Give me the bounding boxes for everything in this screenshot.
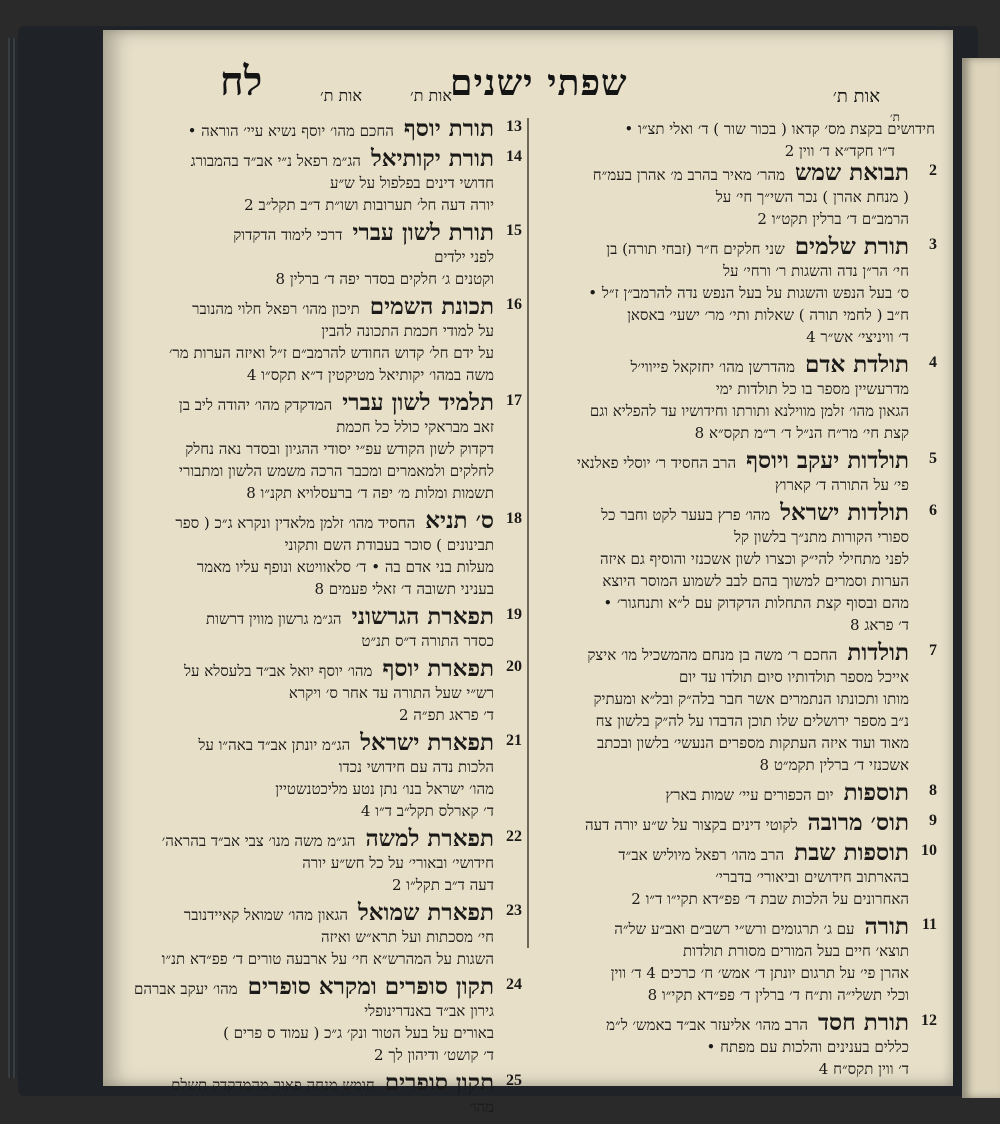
- entry-number: 8: [929, 782, 937, 799]
- entry-title: תכונת השמים: [369, 293, 494, 320]
- entry-text: תיכון מהו׳ רפאל חלוי מהנובר: [192, 300, 360, 318]
- entry-text-line: הלכות נדה עם חידושי נכדו: [338, 758, 494, 776]
- entry-text: חומש מנחה פאור מהמדקדק תשלם: [171, 1076, 375, 1094]
- entry-text: החסיד מהו׳ זלמן מלאדין ונקרא ג״כ ( ספר: [175, 514, 416, 532]
- entry-text-line: מאוד ועוד איזה העתקות מספרים הנעשי׳ בלשון ובכתב: [597, 734, 909, 752]
- catalog-entry: [118, 899, 522, 970]
- header-letter-left-2: אות ת׳: [320, 86, 362, 105]
- catalog-entry: [535, 1009, 937, 1080]
- catalog-entry: [535, 779, 937, 806]
- catalog-entry: [118, 219, 522, 290]
- entry-title: תקון סופרים: [384, 1069, 494, 1096]
- entry-number: 15: [506, 222, 522, 239]
- entry-title: ס׳ תניא: [425, 507, 494, 534]
- entry-text: מהו׳ יעקב אברהם: [134, 980, 238, 998]
- entry-text-line: הגאון מהו׳ זלמן מווילנא ותורתו וחידושיו עד להפליא וגם: [589, 402, 909, 420]
- entry-title: תורת שלמים: [794, 233, 909, 260]
- header-letter-right: אות ת׳: [832, 86, 880, 107]
- catalog-entry: [118, 729, 522, 822]
- entry-number: 24: [506, 976, 522, 993]
- entry-text-line: על ידם חל׳ קדוש החודש להרמב״ם ז״ל ואיזה הערות מר׳: [168, 344, 494, 362]
- catalog-entry: [535, 639, 937, 776]
- entry-number: 5: [929, 450, 937, 467]
- entry-text: הג״מ יונתן אב״ד באה״ו על: [198, 736, 351, 754]
- entry-text-line: ד׳ ווין תקס״ח 4: [818, 1060, 909, 1078]
- entry-text-line: וקטנים ג׳ חלקים בסדר יפה ד׳ ברלין 8: [275, 270, 494, 288]
- page-header: [120, 58, 940, 124]
- entry-text-line: ( מנחת אהרן ) נכר השי״ך חי׳ על: [715, 188, 909, 206]
- entry-text: מהו׳ פרץ בעער לקט וחבר כל: [601, 506, 771, 524]
- entry-text-line: חי׳ מסכתות ועל תרא״ש ואיזה: [321, 928, 494, 946]
- entry-text-line: ס׳ בעל הנפש והשגות על בעל הנפש נדה להרמב״ן ז״ל •: [588, 284, 909, 302]
- entry-text-line: חדושי דינים בפלפול על ש״ע: [329, 174, 494, 192]
- entry-number: 7: [929, 642, 937, 659]
- entry-number: 17: [506, 392, 522, 409]
- entry-title: תפארת למשה: [365, 825, 494, 852]
- entry-title: תורה: [864, 913, 909, 940]
- entry-title: תוספות: [843, 779, 909, 806]
- catalog-entry: [535, 159, 937, 230]
- entry-text-line: נ״ב מספר ירושלים שלו תוכן הדבדו על לה״ק בלשון צח: [595, 712, 909, 730]
- entry-number: 25: [506, 1072, 522, 1089]
- entry-number: 20: [506, 658, 522, 675]
- entry-text-line: על למודי חכמת התכונה להבין: [321, 322, 494, 340]
- entry-text-line: השגות על המהרש״א חי׳ על ארבעה טורים ד׳ פפ״דא תנ״ו: [161, 950, 494, 968]
- entry-number: 3: [929, 236, 937, 253]
- entry-text-line: פי׳ על התורה ד׳ קארוץ: [774, 476, 909, 494]
- catalog-entry: [535, 499, 937, 636]
- catalog-entry: [118, 145, 522, 216]
- entry-text-line: כסדר התורה ד״ס תנ״ט: [361, 632, 494, 650]
- entry-text: הג״מ גרשון מווין דרשות: [205, 610, 342, 628]
- entry-text-line: קצת חי׳ מר״ח הנ״ל ד׳ ר״מ תקס״א 8: [694, 424, 909, 442]
- entry-text-line: ד׳ וויניצי׳ אש״ר 4: [806, 328, 909, 346]
- entry-text-line: לפני מתחילי להי״ק וכצרו לשון אשכנזי והוסיף גם איזה: [599, 550, 909, 568]
- catalog-entry: [118, 973, 522, 1066]
- entry-text: הרב מהו׳ אליעזר אב״ד באמש׳ ל״מ: [606, 1016, 808, 1034]
- header-letter-left: אות ת׳: [410, 86, 452, 105]
- entry-text-line: ד׳ פראג 8: [850, 616, 909, 634]
- entry-text: עם ג׳ תרגומים ורש״י רשב״ם ואב״ע של״ה: [614, 920, 855, 938]
- entry-text: מהדרשן מהו׳ יחזקאל פייווי׳ל: [630, 358, 796, 376]
- entry-text: המדקדק מהו׳ יהודה ליב בן: [178, 396, 333, 414]
- entry-text-line: לפני ילדים: [434, 248, 494, 266]
- entry-text-line: חי׳ הר״ן נדה והשגות ר׳ ורחי׳ על: [723, 262, 909, 280]
- entry-title: תולדות: [847, 639, 909, 666]
- entry-number: 22: [506, 828, 522, 845]
- entry-number: 10: [921, 842, 937, 859]
- catalog-entry: [118, 507, 522, 600]
- entry-text-line: תוצא׳ חיים בעל המורים מסורת תולדות: [683, 942, 909, 960]
- entry-text: הרב החסיד ר׳ יוסלי פאלנאי: [576, 454, 737, 472]
- entry-text-line: באורים על בעל הטור ונק׳ ג״כ ( עמוד ס פרים ): [223, 1024, 494, 1042]
- entry-title: תורת יוסף: [403, 115, 494, 142]
- catalog-entry: [535, 913, 937, 1006]
- entry-text-line: מדרעשיין מספר בו כל תולדות ימי: [715, 380, 909, 398]
- entry-title: תפארת ישראל: [360, 729, 494, 756]
- entry-number: 13: [506, 118, 522, 135]
- entry-number: 9: [929, 812, 937, 829]
- entry-title: תקון סופרים ומקרא סופרים: [247, 973, 494, 1000]
- entry-text-line: מהו׳ ישראל בנו׳ נתן נטע מליכטנשטיין: [275, 780, 494, 798]
- entry-title: תולדות יעקב ויוסף: [746, 447, 909, 474]
- entry-text-line: מהם ובסוף קצת התחלות הדקדוק עם ל״א ותנחגור׳ •: [603, 594, 909, 612]
- entry-text: הג״מ רפאל נ״י אב״ד בהמבורג: [190, 152, 361, 170]
- entry-text: החכם מהו׳ יוסף נשיא עיי׳ הוראה •: [187, 122, 394, 140]
- entry-number: 18: [506, 510, 522, 527]
- entry-text-line: ד׳ קושט׳ ודיהון לך 2: [374, 1046, 494, 1064]
- entry-number: 6: [929, 502, 937, 519]
- left-column: [118, 115, 522, 1124]
- entry-text: החכם ר׳ משה בן מנחם מהמשכיל מו׳ איצק: [587, 646, 838, 664]
- entry-text-line: ספורי הקורות מתנ״ך בלשון קל: [733, 528, 909, 546]
- entry-text: הרב מהו׳ רפאל מיוליש אב״ד: [618, 846, 785, 864]
- entry-title: תורת חסד: [817, 1009, 909, 1036]
- entry-text-line: אייכל מספר תולדותיו סיום תולדו עד יום: [678, 668, 909, 686]
- catalog-entry: [535, 351, 937, 444]
- entry-title: תלמיד לשון עברי: [342, 389, 494, 416]
- entry-text-line: מותו ותכונתו הנתמרים אשר חבר בלה״ק ובל״א ומעתיק: [593, 690, 909, 708]
- entry-title: תורת יקותיאל: [370, 145, 494, 172]
- column-preamble: חידושים בקצת מס׳ קדאו ( בכור שור ) ד׳ ואלי תצ״ו •: [624, 120, 935, 138]
- right-column: [535, 118, 935, 1086]
- entry-number: 4: [929, 354, 937, 371]
- entry-title: תורת לשון עברי: [352, 219, 494, 246]
- catalog-entry: [535, 233, 937, 348]
- entry-number: 16: [506, 296, 522, 313]
- entry-text-line: האחרונים על הלכות שבת ד׳ פפ״דא תקי״ו ד״ו 2: [631, 890, 909, 908]
- entry-text-line: וכלי תשלי״ה ות״ח ד׳ ברלין ד׳ פפ״דא תקי״ו 8: [647, 986, 909, 1004]
- running-title: שפתי ישנים: [450, 62, 628, 104]
- entry-text: יום הכפורים עיי׳ שמות בארץ: [665, 786, 834, 804]
- entry-text: הגאון מהו׳ שמואל קאיידנובר: [183, 906, 349, 924]
- entry-text-line: בעניני תשובה ד׳ זאלי פעמים 8: [314, 580, 494, 598]
- entry-text-line: דעה ד״ב תקל״ו 2: [391, 876, 494, 894]
- entry-text: שני חלקים ח״ר (זבחי תורה) בן: [606, 240, 785, 258]
- entry-title: תולדות ישראל: [780, 499, 909, 526]
- catalog-entry: [118, 1069, 522, 1118]
- entry-text-line: דקדוק לשון הקודש עפ״י יסודי ההגיון ובסדר נאה נחלק: [185, 440, 494, 458]
- catalog-entry: [118, 825, 522, 896]
- entry-text-line: יורה דעה חל׳ תערובות ושו״ת ד״ב תקל״ב 2: [244, 196, 494, 214]
- entry-text-line: זאב מבראקי כולל כל חכמת: [336, 418, 494, 436]
- entry-text-line: הרמב״ם ד׳ ברלין תקט״ו 2: [757, 210, 909, 228]
- entry-text: לקוטי דינים בקצור על ש״ע יורה דעה: [585, 816, 798, 834]
- entry-number: 23: [506, 902, 522, 919]
- header-mark: ת׳: [889, 110, 900, 124]
- catalog-entry: [535, 447, 937, 496]
- entry-title: תפארת הגרשוני: [351, 603, 494, 630]
- entry-number: 2: [929, 162, 937, 179]
- entry-text: הג״מ משה מנו׳ צבי אב״ד בהראה׳: [161, 832, 356, 850]
- entry-number: 11: [921, 916, 937, 933]
- entry-text-line: חידושי׳ ובאורי׳ על כל חש״ע יורה: [302, 854, 494, 872]
- folio-number: לח: [220, 58, 263, 105]
- entry-text-line: רש״י שעל התורה עד אחר ס׳ ויקרא: [288, 684, 494, 702]
- entry-text-line: משה במהו׳ יקותיאל מטיקטין ד״א תקס״ו 4: [246, 366, 494, 384]
- right-entries-list: [535, 159, 937, 1080]
- entry-number: 21: [506, 732, 522, 749]
- catalog-entry: [118, 115, 522, 142]
- entry-text-line: ח״ב ( לחמי תורה ) שאלות ותי׳ מר׳ ישעי׳ באסאן: [627, 306, 909, 324]
- catalog-entry: [118, 603, 522, 652]
- entry-number: 14: [506, 148, 522, 165]
- column-divider: [527, 118, 529, 948]
- left-entries-list: [118, 115, 522, 1118]
- entry-text-line: ד׳ פראג תפ״ה 2: [398, 706, 494, 724]
- entry-text-line: אהרן פי׳ על תרגום יונתן ד׳ אמש׳ ח׳ כרכים 4 ד׳ ווין: [610, 964, 909, 982]
- facing-page-edge: [962, 58, 1000, 1098]
- entry-text-line: לחלקים ולמאמרים ומכבר הרכה משמש הלשון ומתבורי: [179, 462, 494, 480]
- entry-title: תבואת שמש: [794, 159, 909, 186]
- entry-text-line: תשמות ומלות מ׳ יפה ד׳ ברעסלויא תקנ״ו 8: [246, 484, 494, 502]
- entry-text: דרכי לימוד הדקדוק: [233, 226, 343, 244]
- entry-title: תוספות שבת: [794, 839, 909, 866]
- entry-number: 19: [506, 606, 522, 623]
- entry-text-line: הערות וסמרים למשוך בהם לבב לשמוע המוסר היוצא: [602, 572, 909, 590]
- entry-text-line: כללים בענינים והלכות עם מפתח •: [706, 1038, 909, 1056]
- column-preamble-print: ד״ו חקד״א ד׳ ווין 2: [784, 142, 895, 160]
- entry-title: תפארת שמואל: [358, 899, 494, 926]
- entry-number: 12: [921, 1012, 937, 1029]
- entry-text-line: ד׳ קארלס תקל״ב ד״ו 4: [360, 802, 494, 820]
- catalog-entry: [535, 809, 937, 836]
- entry-title: תפארת יוסף: [382, 655, 494, 682]
- catalog-entry: [118, 389, 522, 504]
- catalog-entry: [118, 655, 522, 726]
- catalog-entry: [118, 293, 522, 386]
- entry-text-line: גירון אב״ד באנדרינופלי: [364, 1002, 494, 1020]
- catalog-entry: [535, 839, 937, 910]
- entry-text: מהו׳ יוסף יואל אב״ד בלעסלא על: [183, 662, 373, 680]
- entry-text-line: מהו׳: [469, 1098, 494, 1116]
- entry-title: תולדת אדם: [805, 351, 909, 378]
- entry-text-line: מעלות בני אדם בה • ד׳ סלאוויטא ונופף עליו מאמר: [196, 558, 494, 576]
- entry-text-line: אשכנזי ד׳ ברלין תקמ״ט 8: [759, 756, 909, 774]
- entry-title: תוס׳ מרובה: [807, 809, 909, 836]
- entry-text: מהר׳ מאיר בהרב מ׳ אהרן בעמ״ח: [592, 166, 785, 184]
- entry-text-line: בהארתוב חידושים וביאורי׳ בדברי׳: [715, 868, 909, 886]
- entry-text-line: תבינונים ) סוכר בעבודת השם ותקוני: [284, 536, 494, 554]
